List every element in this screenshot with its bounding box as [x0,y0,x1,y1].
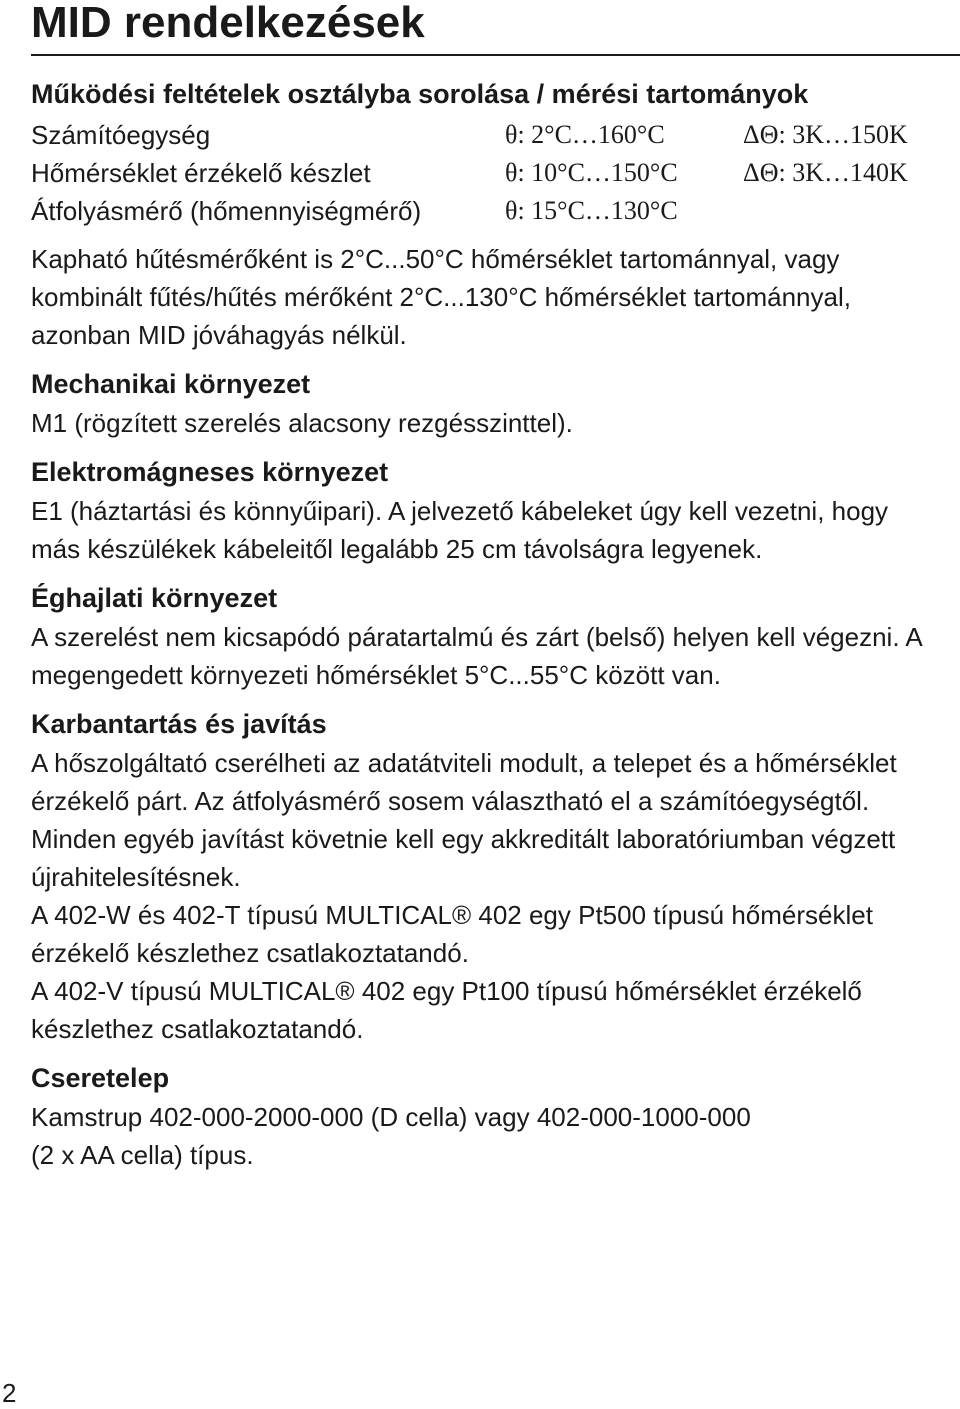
theta-range: θ: 15°C…130°C [505,196,678,225]
maintenance-paragraph: A hőszolgáltató cserélheti az adatátviteli modult, a telepet és a hőmérséklet érzékelő párt. Az átfolyásmérő sosem választható el a számítóegységtől. [31,748,897,816]
theta-range: θ: 10°C…150°C [505,158,678,187]
battery-heading: Cseretelep [31,1063,170,1093]
range-label: Hőmérséklet érzékelő készlet [31,158,371,188]
range-label: Átfolyásmérő (hőmennyiségmérő) [31,196,422,226]
maintenance-paragraph: A 402-W és 402-T típusú MULTICAL® 402 egy Pt500 típusú hőmérséklet érzékelő készlethez csatlakoztatandó. [31,900,873,968]
table-row [31,192,941,230]
delta-theta-range: ΔΘ: 3K…150K [743,120,908,149]
title-divider [31,54,960,56]
climate-text: A szerelést nem kicsapódó páratartalmú és zárt (belső) helyen kell végezni. A megengedett környezeti hőmérséklet 5°C...55°C között van. [31,622,922,690]
battery-text-line-1: Kamstrup 402-000-2000-000 (D cella) vagy 402-000-1000-000 [31,1102,751,1132]
document-body [31,72,941,1174]
electromagnetic-text: E1 (háztartási és könnyűipari). A jelvezető kábeleket úgy kell vezetni, hogy más készülékek kábeleitől legalább 25 cm távolságra legyenek. [31,496,889,564]
measurement-ranges-table [31,116,941,230]
mechanical-heading: Mechanikai környezet [31,369,311,399]
classification-heading: Működési feltételek osztályba sorolása / mérési tartományok [31,79,809,109]
range-label: Számítóegység [31,120,211,150]
table-row [31,154,941,192]
page-title: MID rendelkezések [31,0,425,47]
mechanical-text: M1 (rögzített szerelés alacsony rezgésszinttel). [31,408,573,438]
theta-range: θ: 2°C…160°C [505,120,665,149]
electromagnetic-heading: Elektromágneses környezet [31,457,389,487]
maintenance-paragraph: Minden egyéb javítást követnie kell egy akkreditált laboratóriumban végzett újrahitelesítésnek. [31,824,896,892]
battery-text-line-2: (2 x AA cella) típus. [31,1140,254,1170]
table-row [31,116,941,154]
maintenance-heading: Karbantartás és javítás [31,709,327,739]
maintenance-paragraph: A 402-V típusú MULTICAL® 402 egy Pt100 típusú hőmérséklet érzékelő készlethez csatlakoztatandó. [31,976,862,1044]
cooling-meter-note: Kapható hűtésmérőként is 2°C...50°C hőmérséklet tartománnyal, vagy kombinált fűtés/hűtés mérőként 2°C...130°C hőmérséklet tartománnyal, azonban MID jóváhagyás nélkül. [31,244,851,350]
climate-heading: Éghajlati környezet [31,583,278,613]
page-number: 2 [2,1378,17,1408]
delta-theta-range: ΔΘ: 3K…140K [743,158,908,187]
